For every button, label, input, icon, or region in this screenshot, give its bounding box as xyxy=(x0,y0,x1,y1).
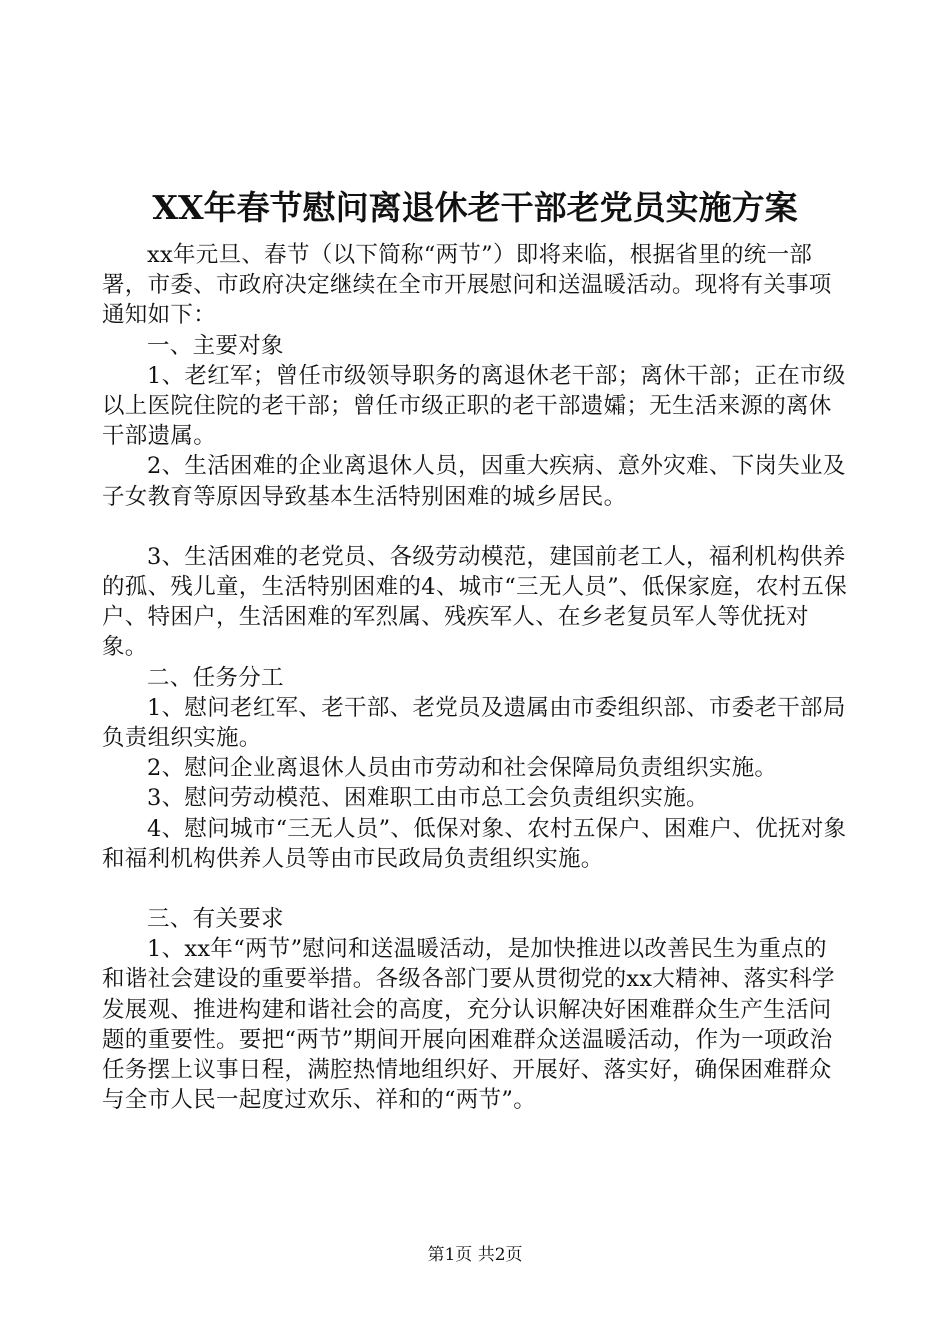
section-heading-main-targets: 一、主要对象 xyxy=(147,332,284,359)
task-item-2: 2、慰问企业离退休人员由市劳动和社会保障局负责组织实施。 xyxy=(147,755,778,782)
task-item-4: 4、慰问城市“三无人员”、低保对象、农村五保户、困难户、优抚对象和福利机构供养人员等由市民政局负责组织实施。 xyxy=(102,815,847,872)
document-title: XX年春节慰问离退休老干部老党员实施方案 xyxy=(152,188,798,227)
requirement-item-1: 1、xx年“两节”慰问和送温暖活动，是加快推进以改善民生为重点的和谐社会建设的重要举措。各级各部门要从贯彻党的xx大精神、落实科学发展观、推进构建和谐社会的高度，充分认识解决好困难群众生产生活问题的重要性。要把“两节”期间开展向困难群众送温暖活动，作为一项政治任务摆上议事日程，满腔热情地组织好、开展好、落实好，确保困难群众与全市人民一起度过欢乐、祥和的“两节”。 xyxy=(102,936,835,1114)
task-item-1: 1、慰问老红军、老干部、老党员及遗属由市委组织部、市委老干部局负责组织实施。 xyxy=(102,694,846,752)
intro-paragraph: xx年元旦、春节（以下简称“两节”）即将来临，根据省里的统一部署，市委、市政府决定继续在全市开展慰问和送温暖活动。现将有关事项通知如下： xyxy=(102,242,832,329)
section-heading-task-division: 二、任务分工 xyxy=(147,664,284,691)
task-item-3: 3、慰问劳动模范、困难职工由市总工会负责组织实施。 xyxy=(147,785,709,812)
section-heading-requirements: 三、有关要求 xyxy=(147,906,284,933)
target-item-3: 3、生活困难的老党员、各级劳动模范，建国前老工人，福利机构供养的孤、残儿童，生活特别困难的4、城市“三无人员”、低保家庭，农村五保户、特困户，生活困难的军烈属、残疾军人、在乡老复员军人等优抚对象。 xyxy=(102,543,848,661)
page-footer: 第1页 共2页 xyxy=(427,1245,523,1265)
target-item-1: 1、老红军；曾任市级领导职务的离退休老干部；离休干部；正在市级以上医院住院的老干部；曾任市级正职的老干部遗孀；无生活来源的离休干部遗属。 xyxy=(102,362,846,450)
document-body xyxy=(102,240,848,1115)
target-item-2: 2、生活困难的企业离退休人员，因重大疾病、意外灾难、下岗失业及子女教育等原因导致基本生活特别困难的城乡居民。 xyxy=(102,453,846,510)
